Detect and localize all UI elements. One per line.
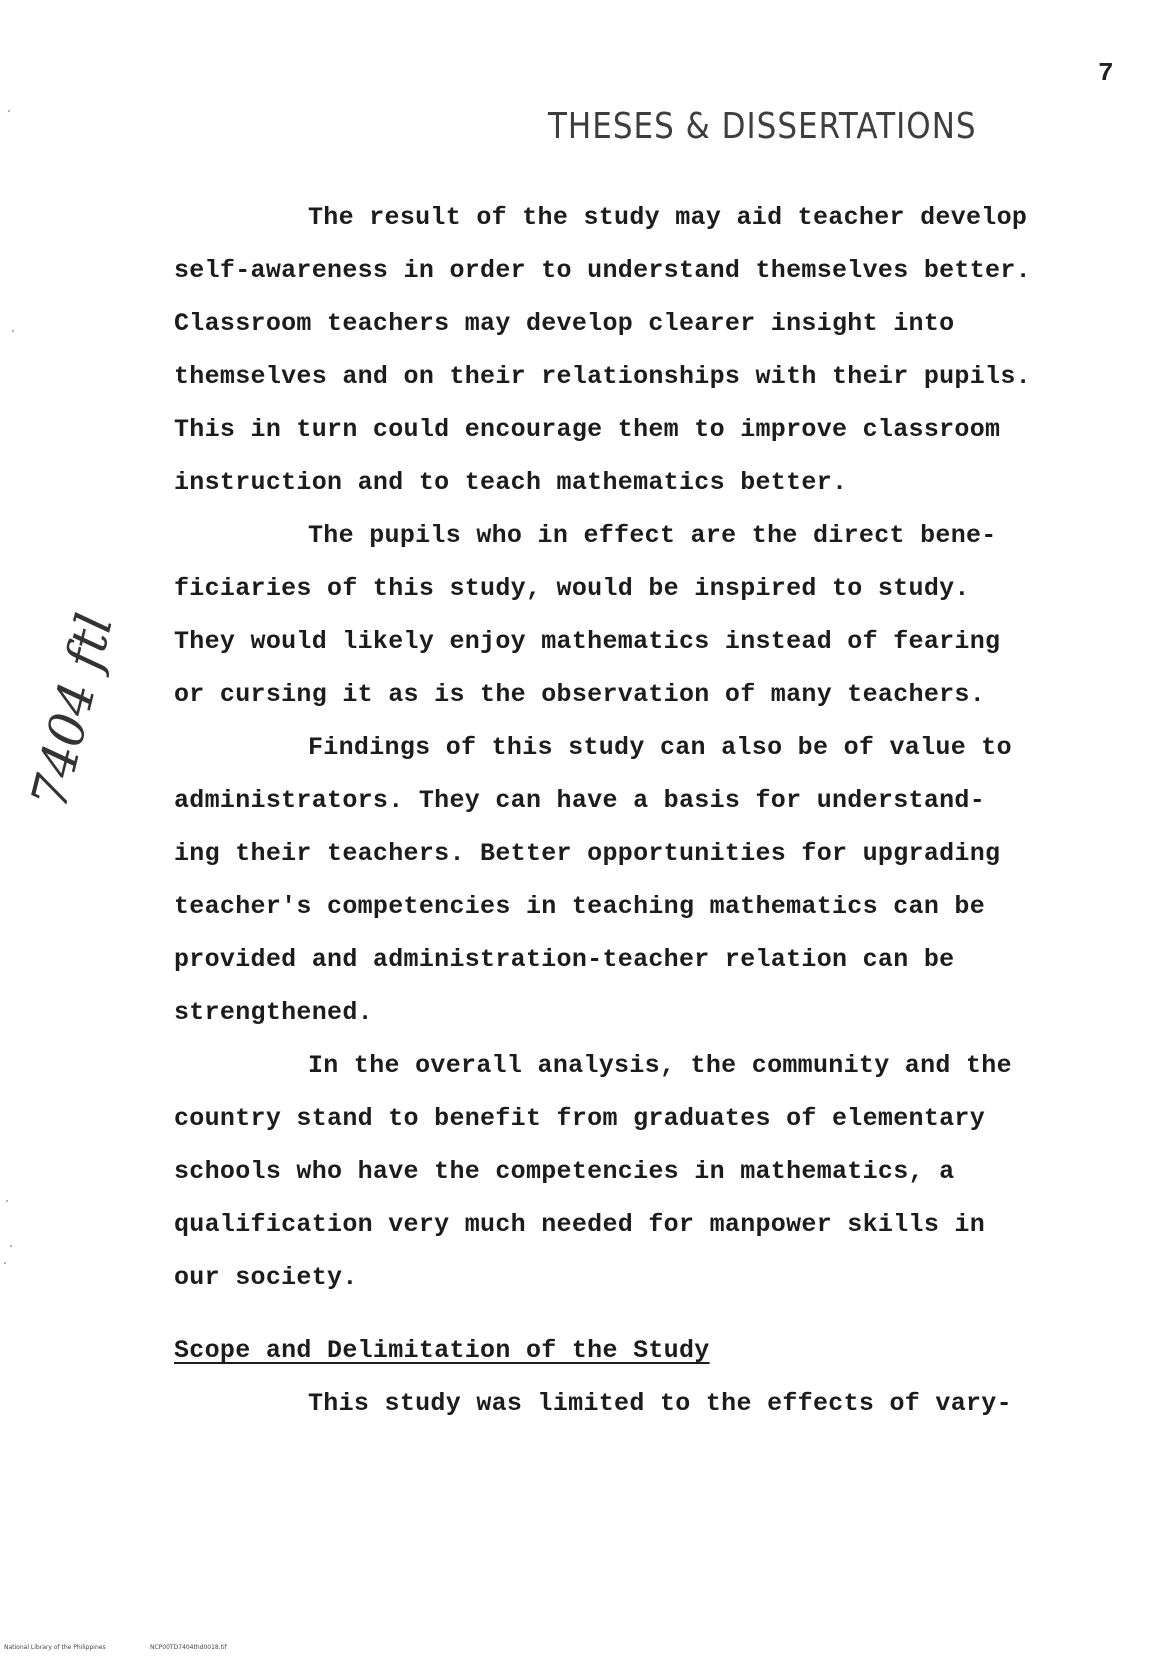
scan-speck	[4, 1262, 6, 1264]
paragraph-3-line: strengthened.	[174, 998, 373, 1027]
paragraph-3-line: provided and administration-teacher relation can be	[174, 945, 955, 974]
paragraph-1-line: themselves and on their relationships with their pupils.	[174, 362, 1031, 391]
paragraph-3-line: administrators. They can have a basis for understand-	[174, 786, 986, 815]
footer-file-name: NCP00TD7404thd0018.tif	[150, 1644, 227, 1651]
paragraph-4-line: schools who have the competencies in mathematics, a	[174, 1157, 955, 1186]
page-number: 7	[1098, 58, 1114, 88]
paragraph-1-line: The result of the study may aid teacher develop	[308, 203, 1028, 232]
paragraph-1-line: This in turn could encourage them to improve classroom	[174, 415, 1001, 444]
paragraph-4-line: our society.	[174, 1263, 358, 1292]
paragraph-1-line: self-awareness in order to understand themselves better.	[174, 256, 1031, 285]
paragraph-4-line: country stand to benefit from graduates of elementary	[174, 1104, 986, 1133]
scan-speck	[6, 1200, 8, 1202]
paragraph-2-line: The pupils who in effect are the direct bene-	[308, 521, 997, 550]
theses-dissertations-stamp: THESES & DISSERTATIONS	[548, 106, 977, 148]
footer-library-credit: National Library of the Philippines	[4, 1644, 106, 1651]
paragraph-4-line: In the overall analysis, the community and the	[308, 1051, 1012, 1080]
paragraph-1-line: instruction and to teach mathematics better.	[174, 468, 848, 497]
paragraph-5-line: This study was limited to the effects of vary-	[308, 1389, 1012, 1418]
paragraph-3-line: teacher's competencies in teaching mathematics can be	[174, 892, 986, 921]
paragraph-2-line: They would likely enjoy mathematics instead of fearing	[174, 627, 1001, 656]
scan-speck	[12, 330, 14, 332]
paragraph-3-line: ing their teachers. Better opportunities for upgrading	[174, 839, 1001, 868]
paragraph-1-line: Classroom teachers may develop clearer insight into	[174, 309, 955, 338]
paragraph-2-line: or cursing it as is the observation of many teachers.	[174, 680, 986, 709]
scan-speck	[8, 110, 10, 112]
handwritten-catalog-note: 7404 ftl	[20, 608, 125, 815]
paragraph-4-line: qualification very much needed for manpower skills in	[174, 1210, 986, 1239]
scan-speck	[10, 1245, 12, 1247]
paragraph-3-line: Findings of this study can also be of value to	[308, 733, 1012, 762]
section-heading: Scope and Delimitation of the Study	[174, 1336, 710, 1365]
paragraph-2-line: ficiaries of this study, would be inspired to study.	[174, 574, 970, 603]
